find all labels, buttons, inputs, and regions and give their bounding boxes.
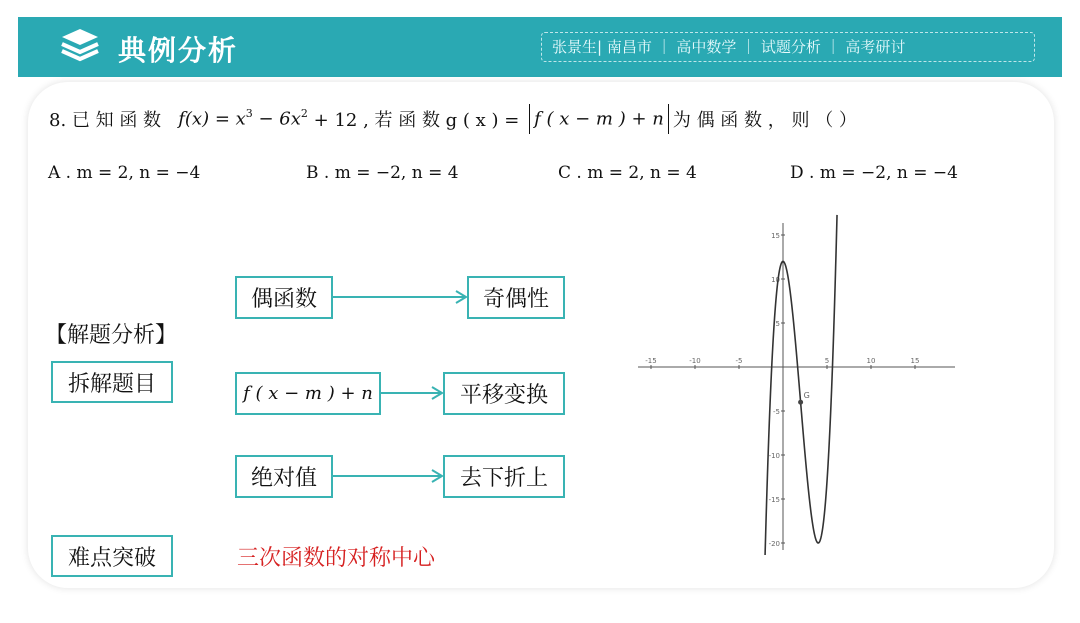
option-b[interactable]: B . m = −2, n = 4 [306, 163, 459, 183]
exponent-3: 3 [245, 107, 253, 120]
box-even-function: 偶函数 [235, 276, 333, 319]
question-prefix: 8. 已 知 函 数 [49, 110, 162, 131]
page-title: 典例分析 [118, 34, 239, 67]
analysis-heading: 【解题分析】 [45, 323, 178, 348]
point-g-label: G [803, 391, 810, 401]
box-translation: 平移变换 [443, 372, 565, 415]
x-tick-label: 15 [910, 357, 920, 365]
y-tick-label: 5 [775, 320, 780, 328]
y-tick-label: -10 [768, 452, 780, 460]
g-definition: + 12 , 若 函 数 g ( x ) = [307, 110, 520, 131]
y-tick-label: -5 [773, 408, 780, 416]
x-tick-label: 5 [824, 357, 830, 365]
y-tick-label: 10 [771, 276, 780, 284]
question-suffix: 为 偶 函 数 ， 则 （ ） [672, 110, 857, 131]
difficulty-note: 三次函数的对称中心 [237, 546, 436, 571]
step-difficulty: 难点突破 [51, 535, 173, 577]
abs-inner: f ( x − m ) + n [534, 108, 664, 130]
step-decompose: 拆解题目 [51, 361, 173, 403]
exponent-2: 2 [300, 107, 308, 120]
f-definition: f(x) = x [178, 108, 246, 130]
box-fold-up: 去下折上 [443, 455, 565, 498]
option-c[interactable]: C . m = 2, n = 4 [558, 163, 697, 183]
author-meta: 张景生| 南昌市 ｜ 高中数学 ｜ 试题分析 ｜ 高考研讨 [541, 32, 1035, 62]
x-tick-label: -15 [645, 357, 657, 365]
option-a[interactable]: A . m = 2, n = −4 [48, 163, 201, 183]
y-tick-label: -20 [768, 540, 780, 548]
x-tick-label: -10 [689, 357, 701, 365]
y-tick-label: 15 [771, 232, 780, 240]
function-graph [630, 205, 960, 555]
x-tick-label: 10 [866, 357, 876, 365]
point-g [798, 400, 803, 405]
f-middle: − 6x [252, 108, 301, 130]
y-tick-label: -15 [768, 496, 780, 504]
x-tick-label: -5 [735, 357, 743, 365]
box-parity: 奇偶性 [467, 276, 565, 319]
option-d[interactable]: D . m = −2, n = −4 [790, 163, 958, 183]
box-shift-expression: f ( x − m ) + n [235, 372, 381, 415]
box-absolute-value: 绝对值 [235, 455, 333, 498]
